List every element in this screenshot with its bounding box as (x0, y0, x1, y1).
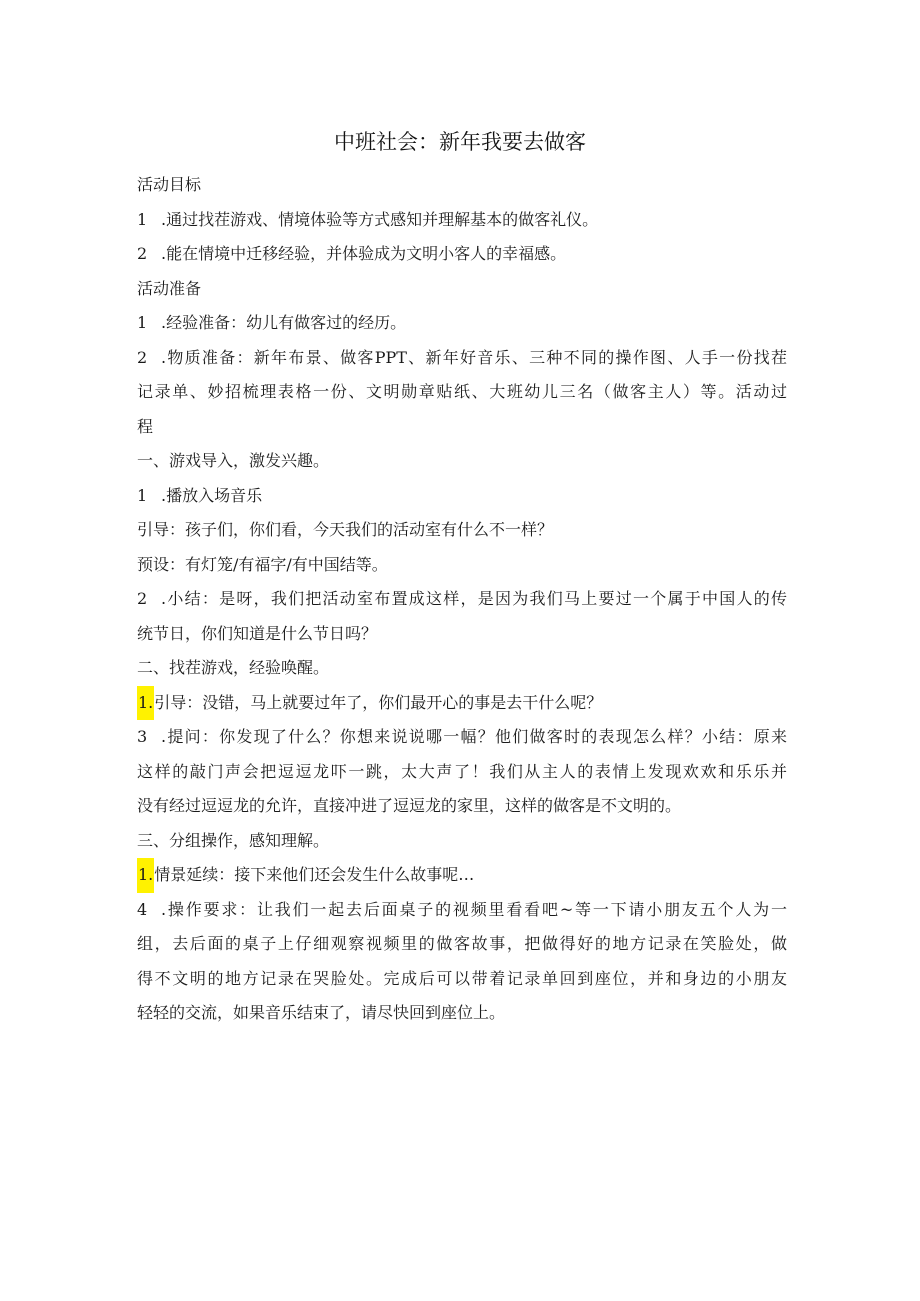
highlighted-number: 1. (137, 858, 154, 893)
paragraph-line (137, 375, 787, 410)
paragraph-line (137, 341, 787, 376)
highlighted-number: 1. (137, 686, 154, 721)
paragraph-line (137, 755, 787, 790)
line-text: 没有经过逗逗龙的允许，直接冲进了逗逗龙的家里，这样的做客是不文明的。 (137, 796, 682, 815)
paragraph-line (137, 720, 787, 755)
section-heading (137, 168, 787, 203)
line-text: .物质准备：新年布景、做客PPT、新年好音乐、三种不同的操作图、人手一份找茬 (161, 347, 787, 367)
list-number: 2 (137, 347, 148, 367)
list-number: 1 (137, 209, 148, 229)
paragraph-line (137, 858, 787, 893)
line-text: 情景延续：接下来他们还会发生什么故事呢… (154, 865, 475, 884)
paragraph-line (137, 513, 787, 548)
paragraph-line (137, 686, 787, 721)
paragraph-line (137, 962, 787, 997)
line-text: .操作要求：让我们一起去后面桌子的视频里看看吧~等一下请小朋友五个人为一 (161, 899, 787, 919)
line-text: 预设：有灯笼/有福字/有中国结等。 (137, 554, 388, 574)
paragraph-line (137, 927, 787, 962)
paragraph-line (137, 789, 787, 824)
paragraph-line (137, 237, 787, 272)
line-text: 二、找茬游戏，经验唤醒。 (137, 658, 330, 677)
line-text: .小结：是呀，我们把活动室布置成这样，是因为我们马上要过一个属于中国人的传 (161, 589, 787, 608)
list-number: 2 (137, 244, 148, 263)
line-text: 记录单、妙招梳理表格一份、文明勋章贴纸、大班幼儿三名（做客主人）等。活动过 (137, 382, 787, 401)
list-number: 1 (137, 313, 148, 332)
line-text: 引导：没错，马上就要过年了，你们最开心的事是去干什么呢？ (154, 692, 603, 712)
section-heading (137, 272, 787, 307)
paragraph-line (137, 893, 787, 928)
line-text: .播放入场音乐 (161, 485, 263, 505)
list-number: 3 (137, 727, 148, 746)
paragraph-line (137, 617, 787, 652)
line-text: 组，去后面的桌子上仔细观察视频里的做客故事，把做得好的地方记录在笑脸处，做 (137, 934, 787, 953)
list-number: 1 (137, 485, 148, 505)
paragraph-line (137, 410, 787, 445)
line-text: 轻轻的交流，如果音乐结束了，请尽快回到座位上。 (137, 1003, 506, 1022)
paragraph-line (137, 203, 787, 238)
line-text: .通过找茬游戏、情境体验等方式感知并理解基本的做客礼仪。 (161, 209, 599, 229)
line-text: 活动准备 (137, 278, 202, 298)
document-body (137, 168, 787, 1031)
paragraph-line (137, 444, 787, 479)
paragraph-line (137, 651, 787, 686)
line-text: 引导：孩子们，你们看，今天我们的活动室有什么不一样？ (137, 520, 554, 539)
line-text: 程 (137, 416, 154, 436)
list-number: 4 (137, 899, 148, 919)
page-title: 中班社会：新年我要去做客 (334, 130, 586, 154)
paragraph-line (137, 824, 787, 859)
line-text: 这样的敲门声会把逗逗龙吓一跳，太大声了！我们从主人的表情上发现欢欢和乐乐并 (137, 761, 787, 781)
paragraph-line (137, 479, 787, 514)
paragraph-line (137, 306, 787, 341)
line-text: .经验准备：幼儿有做客过的经历。 (161, 313, 407, 332)
line-text: 统节日，你们知道是什么节日吗？ (137, 623, 378, 643)
paragraph-line (137, 548, 787, 583)
line-text: .提问：你发现了什么？你想来说说哪一幅？他们做客时的表现怎么样？小结：原来 (161, 727, 787, 746)
line-text: 得不文明的地方记录在哭脸处。完成后可以带着记录单回到座位，并和身边的小朋友 (137, 968, 787, 988)
list-number: 2 (137, 589, 148, 608)
line-text: 活动目标 (137, 175, 202, 194)
paragraph-line (137, 582, 787, 617)
line-text: .能在情境中迁移经验，并体验成为文明小客人的幸福感。 (161, 244, 567, 263)
line-text: 三、分组操作，感知理解。 (137, 830, 330, 850)
paragraph-line (137, 996, 787, 1031)
line-text: 一、游戏导入，激发兴趣。 (137, 451, 330, 470)
